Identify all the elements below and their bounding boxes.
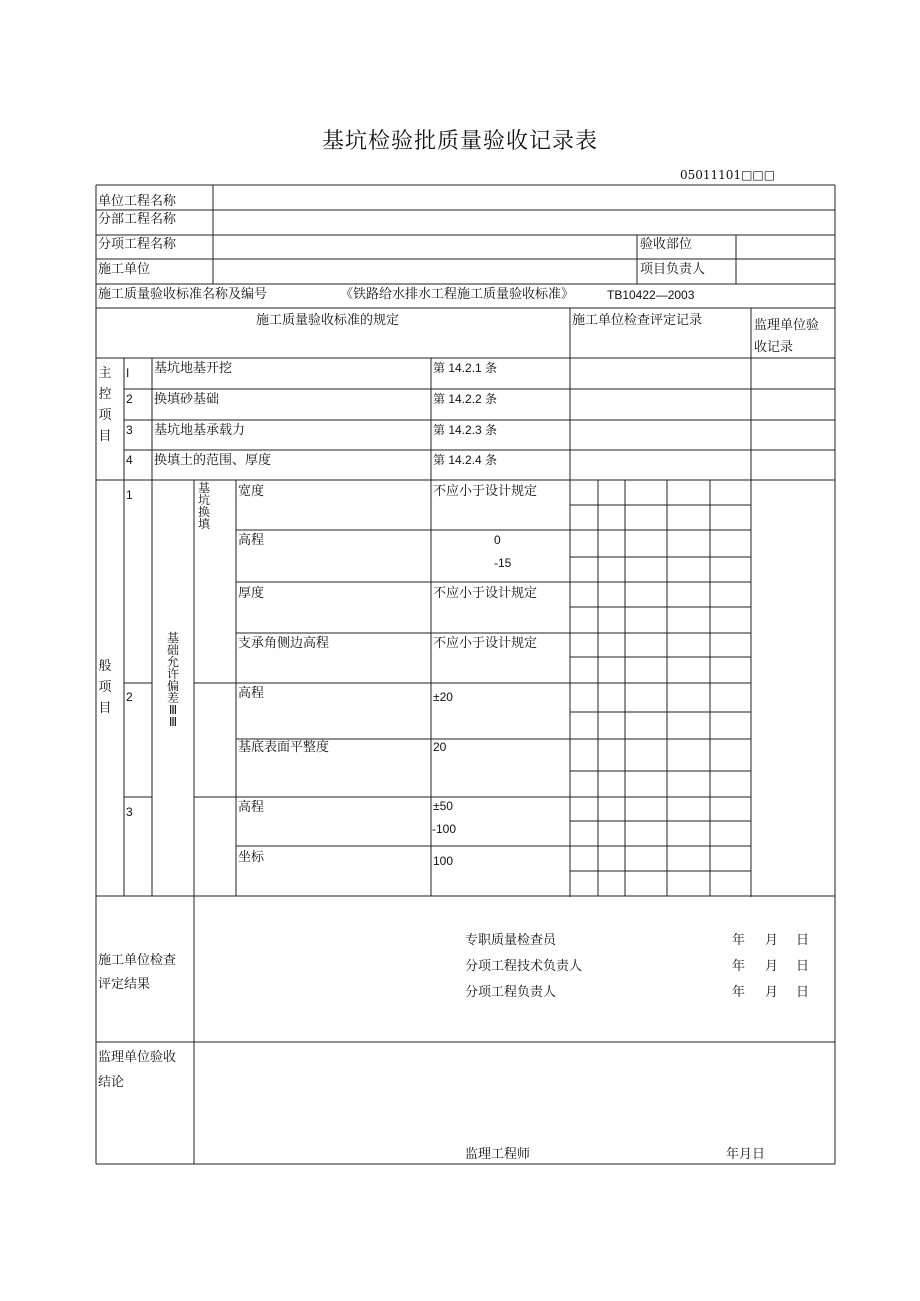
- sub-project-label: 分部工程名称: [98, 212, 177, 227]
- general-row-name: 高程: [238, 686, 265, 701]
- general-label-char: 项: [98, 680, 112, 695]
- main-item-clause: 第 14.2.4 条: [433, 453, 498, 467]
- general-row-value: 20: [433, 740, 447, 754]
- general-row-value-2: -100: [432, 822, 457, 836]
- group-label-char: Ⅲ: [168, 703, 178, 717]
- general-label-char: 般: [98, 659, 112, 674]
- group-label-char: 偏: [166, 679, 179, 693]
- general-row-value: 100: [433, 854, 454, 868]
- standard-code: TB10422—2003: [607, 288, 695, 302]
- result-label-1: 施工单位检查: [98, 953, 177, 968]
- date-day: 日: [796, 985, 810, 1000]
- main-item-name: 换填砂基础: [154, 392, 220, 407]
- general-row-value: 0: [494, 533, 501, 547]
- general-item-no: 1: [126, 488, 133, 502]
- general-row-name: 基底表面平整度: [238, 740, 330, 755]
- supervision-label-2: 结论: [98, 1075, 125, 1090]
- group-label-char: 差: [166, 691, 179, 705]
- general-row-name: 支承角侧边高程: [238, 636, 330, 651]
- main-control-char: 项: [98, 408, 112, 423]
- item-project-label: 分项工程名称: [98, 237, 177, 252]
- tech-lead-label: 分项工程技术负责人: [465, 959, 583, 974]
- date-day: 日: [796, 933, 810, 948]
- form-code: 05011101□□□: [680, 168, 776, 182]
- group-label-char: 础: [166, 643, 179, 657]
- standard-label: 施工质量验收标准名称及编号: [98, 287, 268, 302]
- main-item-no: 4: [126, 453, 133, 467]
- supervision-label-1: 监理单位验收: [98, 1050, 177, 1065]
- group-label-char: 许: [166, 667, 179, 681]
- main-control-char: 控: [98, 387, 112, 402]
- date-month: 月: [765, 933, 779, 948]
- item-lead-label: 分项工程负责人: [465, 985, 557, 1000]
- main-item-name: 基坑地基开挖: [154, 361, 233, 376]
- spec-column-header: 施工质量验收标准的规定: [256, 313, 400, 328]
- general-item-no: 2: [126, 690, 133, 704]
- main-item-clause: 第 14.2.2 条: [433, 392, 498, 406]
- sub-group-label-char: 基: [197, 481, 210, 495]
- construction-record-header: 施工单位检查评定记录: [572, 313, 703, 328]
- date-year: 年: [732, 933, 746, 948]
- main-item-name: 换填土的范围、厚度: [154, 453, 272, 468]
- main-control-char: 主: [98, 366, 112, 381]
- result-label-2: 评定结果: [98, 977, 151, 992]
- general-row-name: 坐标: [238, 850, 265, 865]
- inspector-label: 专职质量检查员: [465, 933, 557, 948]
- general-row-value: 不应小于设计规定: [433, 484, 538, 499]
- main-item-no: I: [126, 366, 130, 380]
- supervision-date: 年月日: [726, 1147, 766, 1162]
- group-label: [166, 632, 180, 728]
- standard-name: 《铁路给水排水工程施工质量验收标准》: [340, 287, 575, 302]
- date-year: 年: [732, 985, 746, 1000]
- main-item-no: 2: [126, 392, 133, 406]
- sub-group-label-char: 换: [197, 505, 210, 519]
- supervision-engineer-label: 监理工程师: [465, 1147, 531, 1162]
- group-label-char: 基: [166, 631, 179, 645]
- sub-group-label: [197, 482, 211, 530]
- general-row-value: ±20: [433, 690, 453, 704]
- group-label-char: 允: [166, 655, 179, 669]
- general-row-value: 不应小于设计规定: [433, 636, 538, 651]
- sub-group-label-char: 填: [197, 517, 210, 531]
- date-month: 月: [765, 985, 779, 1000]
- general-row-value: ±50: [433, 799, 453, 813]
- supervision-record-header-1: 监理单位验: [754, 318, 820, 333]
- construction-unit-label: 施工单位: [98, 262, 151, 277]
- acceptance-part-label: 验收部位: [640, 237, 693, 252]
- main-item-name: 基坑地基承载力: [154, 423, 246, 438]
- main-control-char: 目: [98, 429, 112, 444]
- general-row-value: 不应小于设计规定: [433, 586, 538, 601]
- project-manager-label: 项目负责人: [640, 262, 706, 277]
- supervision-record-header-2: 收记录: [754, 340, 794, 355]
- unit-project-label: 单位工程名称: [98, 194, 177, 209]
- group-label-char: Ⅲ: [168, 715, 178, 729]
- main-item-clause: 第 14.2.3 条: [433, 423, 498, 437]
- general-label-char: 目: [98, 701, 112, 716]
- main-item-clause: 第 14.2.1 条: [433, 361, 498, 375]
- general-row-name: 厚度: [238, 586, 265, 601]
- main-control-label: [97, 363, 113, 447]
- general-row-value-2: -15: [494, 556, 512, 570]
- date-day: 日: [796, 959, 810, 974]
- date-month: 月: [765, 959, 779, 974]
- general-row-name: 宽度: [238, 484, 265, 499]
- date-year: 年: [732, 959, 746, 974]
- sub-group-label-char: 坑: [197, 493, 210, 507]
- main-item-no: 3: [126, 423, 133, 437]
- general-row-name: 高程: [238, 533, 265, 548]
- page-title: 基坑检验批质量验收记录表: [321, 129, 598, 154]
- general-row-name: 高程: [238, 800, 265, 815]
- general-item-no: 3: [126, 805, 133, 819]
- general-label: [97, 656, 113, 719]
